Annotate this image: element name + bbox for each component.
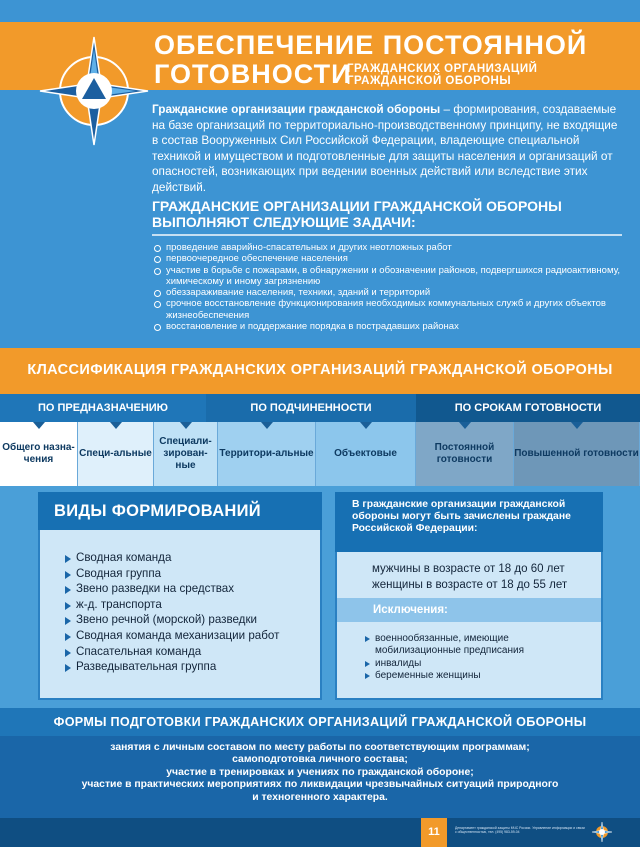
class-cell-special	[78, 422, 154, 486]
title-line-2: ГОТОВНОСТИ	[154, 59, 352, 89]
formations-title: ВИДЫ ФОРМИРОВАНИЙ	[38, 492, 322, 530]
formation-item: Звено речной (морской) разведки	[76, 612, 279, 628]
mchs-emblem-icon	[38, 35, 150, 147]
category-by-subordination: ПО ПОДЧИНЕННОСТИ	[206, 394, 416, 422]
training-line: занятия с личным составом по месту работы по соответствующим программам;	[110, 742, 530, 753]
task-item: участие в борьбе с пожарами, в обнаружении и обозначении районов, подвергшихся радиоактивному, химическому и иному загрязнению	[152, 265, 622, 288]
formation-item: Звено разведки на средствах	[76, 581, 279, 597]
down-arrow-icon	[261, 422, 273, 429]
citizens-heading: В гражданские организации гражданской обороны могут быть зачислены граждане Российской Федерации:	[335, 492, 603, 552]
exception-item: инвалиды	[375, 658, 555, 670]
tasks-heading-line-1: ГРАЖДАНСКИЕ ОРГАНИЗАЦИИ ГРАЖДАНСКОЙ ОБОРОНЫ	[152, 198, 562, 214]
training-text	[40, 742, 600, 804]
tasks-heading	[152, 198, 622, 230]
down-arrow-icon	[180, 422, 192, 429]
down-arrow-icon	[459, 422, 471, 429]
class-cell-label: Постоянной готовности	[434, 442, 495, 465]
formations-list	[76, 550, 279, 675]
class-cell-permanent	[416, 422, 514, 486]
mchs-emblem-small-icon	[592, 822, 612, 842]
training-line: самоподготовка личного состава;	[232, 754, 408, 766]
down-arrow-icon	[110, 422, 122, 429]
tasks-list	[152, 242, 622, 332]
title-line-1: ОБЕСПЕЧЕНИЕ ПОСТОЯННОЙ	[154, 30, 588, 60]
page-number: 11	[421, 818, 447, 847]
class-cell-increased	[514, 422, 640, 486]
intro-paragraph	[152, 102, 622, 195]
formation-item: Спасательная команда	[76, 644, 279, 660]
class-cell-label: Объектовые	[334, 448, 397, 459]
formation-item-continued: ж-д. транспорта	[76, 597, 279, 613]
formation-item: Сводная группа	[76, 566, 279, 582]
class-cell-label: Повышенной готовности	[514, 448, 639, 459]
title-subtitle: ГРАЖДАНСКИХ ОРГАНИЗАЦИЙ ГРАЖДАНСКОЙ ОБОРОНЫ	[347, 63, 538, 87]
class-cell-label: Общего назна-чения	[2, 442, 75, 465]
women-age-range: женщины в возрасте от 18 до 55 лет	[372, 579, 568, 591]
training-title: ФОРМЫ ПОДГОТОВКИ ГРАЖДАНСКИХ ОРГАНИЗАЦИЙ ГРАЖДАНСКОЙ ОБОРОНЫ	[53, 715, 587, 729]
task-item: обеззараживание населения, техники, зданий и территорий	[152, 287, 622, 298]
category-by-purpose: ПО ПРЕДНАЗНАЧЕНИЮ	[0, 394, 206, 422]
down-arrow-icon	[571, 422, 583, 429]
class-cell-object	[316, 422, 416, 486]
footer-credit: Департамент гражданской защиты МЧС России. Управление информации и связи с общественностью, тел. (495) 983-59-04	[455, 826, 585, 835]
class-cell-label: Специали-зирован-ные	[159, 436, 212, 471]
task-item: срочное восстановление функционирования необходимых коммунальных служб и других объектов жизнеобеспечения	[152, 298, 622, 321]
category-by-readiness: ПО СРОКАМ ГОТОВНОСТИ	[416, 394, 640, 422]
training-line: участие в практических мероприятиях по ликвидации чрезвычайных ситуаций природного и техногенного характера.	[81, 779, 559, 803]
class-cell-label: Специ-альные	[79, 448, 152, 459]
formation-item: Сводная команда	[76, 550, 279, 566]
formation-item: Сводная команда механизации работ	[76, 628, 280, 642]
task-item: проведение аварийно-спасательных и других неотложных работ	[152, 242, 622, 253]
task-item: первоочередное обеспечение населения	[152, 253, 622, 264]
exception-item: беременные женщины	[375, 670, 555, 682]
down-arrow-icon	[33, 422, 45, 429]
exception-item: военнообязанные, имеющие мобилизационные предписания	[375, 633, 555, 658]
exceptions-list	[375, 633, 555, 682]
class-cell-territorial	[218, 422, 316, 486]
class-cell-specialized	[154, 422, 218, 486]
page-title	[154, 30, 587, 88]
tasks-divider	[152, 234, 622, 236]
intro-text: – формирования, создаваемые на базе организаций по территориально-производственному принципу, не входящие в состав Вооруженных Сил Российской Федерации, владеющие специальной техникой и имуществом и подготовленные для защиты населения и организаций от опасностей, возникающих при ведении военных действий или вследствие этих действий.	[152, 102, 618, 194]
intro-lead: Гражданские организации гражданской обороны	[152, 102, 441, 116]
citizens-ages	[372, 561, 567, 593]
task-item: восстановление и поддержание порядка в пострадавших районах	[152, 321, 622, 332]
men-age-range: мужчины в возрасте от 18 до 60 лет	[372, 563, 565, 575]
class-cell-label: Территори-альные	[219, 448, 314, 459]
formation-item: Разведывательная группа	[76, 659, 279, 675]
tasks-heading-line-2: ВЫПОЛНЯЮТ СЛЕДУЮЩИЕ ЗАДАЧИ:	[152, 214, 416, 230]
classification-title: КЛАССИФИКАЦИЯ ГРАЖДАНСКИХ ОРГАНИЗАЦИЙ ГРАЖДАНСКОЙ ОБОРОНЫ	[27, 362, 613, 378]
training-line: участие в тренировках и учениях по гражданской обороне;	[166, 766, 474, 778]
class-cell-general	[0, 422, 78, 486]
down-arrow-icon	[360, 422, 372, 429]
exceptions-title: Исключения:	[337, 598, 601, 622]
